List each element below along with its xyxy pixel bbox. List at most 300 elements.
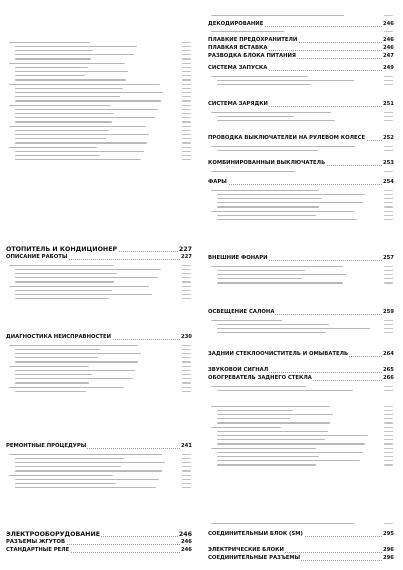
illegible-text-line [217,390,353,391]
illegible-page-number [384,80,393,81]
illegible-text-line [217,270,305,271]
toc-entry[interactable] [208,45,394,53]
illegible-text-line [9,345,138,346]
toc-entry-title: ОТОПИТЕЛЬ И КОНДИЦИОНЕР [6,246,118,253]
illegible-text-line [15,54,134,55]
illegible-text-line [9,105,111,106]
illegible-page-number [182,378,191,379]
illegible-text-line [15,109,158,110]
illegible-text-line [15,130,109,131]
illegible-page-number [182,84,191,85]
illegible-text-line [15,134,149,135]
illegible-text-line [15,487,156,488]
illegible-page-number [384,266,393,267]
illegible-page-number [182,46,191,47]
toc-entry-title: ОПИСАНИЕ РАБОТЫ [6,254,68,260]
toc-entry[interactable] [208,21,394,29]
illegible-text-line [217,456,319,457]
illegible-page-number [182,75,191,76]
illegible-text-line [15,75,85,76]
illegible-text-line [15,290,112,291]
toc-entry-page: 246 [180,547,192,553]
toc-entry-page: 253 [382,160,394,166]
toc-entry[interactable] [208,351,394,359]
illegible-page-number [384,332,393,333]
illegible-text-line [15,92,163,93]
illegible-page-number [384,112,393,113]
toc-entry-page: 266 [382,375,394,381]
illegible-page-number [182,269,191,270]
illegible-page-number [384,464,393,465]
illegible-page-number [384,460,393,461]
illegible-page-number [182,281,191,282]
illegible-text-line [15,100,161,101]
toc-entry-title: СОЕДИНИТЕЛЬНЫЕ РАЗЪЕМЫ [208,555,301,561]
illegible-page-number [384,320,393,321]
illegible-page-number [182,96,191,97]
toc-entry[interactable] [6,443,192,451]
illegible-page-number [384,146,393,147]
toc-entry-page: 254 [382,179,394,185]
illegible-text-line [9,265,114,266]
toc-subentries-illegible [208,144,394,155]
toc-entry-title: СТАНДАРТНЫЕ РЕЛЕ [6,547,70,553]
illegible-text-line [217,194,365,195]
illegible-page-number [384,410,393,411]
illegible-text-line [15,370,135,371]
illegible-page-number [384,452,393,453]
illegible-page-number [384,198,393,199]
toc-entry-page: 252 [382,135,394,141]
illegible-text-line [211,171,295,172]
illegible-page-number [384,386,393,387]
toc-subentries-illegible [208,13,394,20]
illegible-text-line [217,328,370,329]
illegible-page-number [384,448,393,449]
toc-entry[interactable] [208,375,394,383]
illegible-text-line [15,88,123,89]
illegible-text-line [211,523,354,524]
illegible-text-line [15,273,117,274]
illegible-text-line [217,274,346,275]
illegible-page-number [384,206,393,207]
toc-entry-title: КОМБИНИРОВАННЫЙ ВЫКЛЮЧАТЕЛЬ [208,160,326,166]
illegible-page-number [384,390,393,391]
illegible-page-number [384,414,393,415]
illegible-text-line [211,448,316,449]
illegible-text-line [217,452,363,453]
toc-subentries-illegible [208,404,394,469]
toc-entry[interactable] [6,539,192,547]
illegible-text-line [211,31,284,32]
toc-entry[interactable] [208,179,394,187]
toc-subentries-illegible [6,343,192,396]
illegible-page-number [384,422,393,423]
toc-entry-page: 246 [178,531,192,538]
illegible-text-line [15,50,93,51]
illegible-text-line [217,443,365,444]
illegible-page-number [182,142,191,143]
illegible-text-line [217,324,329,325]
toc-entry[interactable] [208,135,394,143]
illegible-text-line [15,382,89,383]
illegible-page-number [182,382,191,383]
illegible-text-line [217,150,318,151]
toc-entry[interactable] [208,101,394,109]
illegible-page-number [182,294,191,295]
illegible-text-line [9,454,162,455]
illegible-text-line [15,378,133,379]
illegible-text-line [15,269,161,270]
illegible-page-number [182,475,191,476]
illegible-page-number [182,58,191,59]
toc-entry-title: РЕМОНТНЫЕ ПРОЦЕДУРЫ [6,443,87,449]
illegible-page-number [384,219,393,220]
illegible-page-number [182,88,191,89]
toc-entry-page: 227 [178,246,192,253]
illegible-text-line [15,357,98,358]
illegible-page-number [384,215,393,216]
illegible-page-number [182,54,191,55]
illegible-text-line [217,198,322,199]
illegible-page-number [182,50,191,51]
toc-entry[interactable] [208,547,394,555]
illegible-page-number [384,523,393,524]
illegible-page-number [182,349,191,350]
illegible-text-line [211,320,282,321]
toc-entry-title: ПЛАВКИЕ ПРЕДОХРАНИТЕЛИ [208,37,298,43]
toc-entry-title: ЗВУКОВОЙ СИГНАЛ [208,367,269,373]
toc-subentries-illegible [6,263,192,303]
illegible-text-line [211,266,343,267]
toc-entry[interactable] [6,334,192,342]
illegible-text-line [15,159,141,160]
illegible-page-number [384,435,393,436]
illegible-text-line [217,116,294,117]
toc-entry-title: ОСВЕЩЕНИЕ САЛОНА [208,309,275,315]
toc-entry-title: ПЛАВКАЯ ВСТАВКА [208,45,268,51]
toc-entry-page: 265 [382,367,394,373]
illegible-text-line [9,366,89,367]
illegible-text-line [217,464,316,465]
illegible-page-number [384,328,393,329]
toc-subentries-illegible [208,188,394,224]
toc-entry-page: 230 [180,334,192,340]
illegible-text-line [211,406,330,407]
illegible-text-line [217,332,326,333]
illegible-text-line [211,190,319,191]
toc-entry-title: ПРОВОДКА ВЫКЛЮЧАТЕЛЕЙ НА РУЛЕВОМ КОЛЕСЕ [208,135,366,141]
illegible-page-number [384,270,393,271]
illegible-text-line [15,113,114,114]
illegible-page-number [182,134,191,135]
toc-entry[interactable] [208,309,394,317]
illegible-text-line [15,462,165,463]
toc-entry[interactable] [208,160,394,168]
illegible-page-number [182,466,191,467]
toc-entry[interactable] [6,246,192,254]
illegible-page-number [182,138,191,139]
illegible-page-number [384,274,393,275]
illegible-page-number [384,456,393,457]
illegible-text-line [217,439,325,440]
toc-subentries-illegible [208,521,394,528]
illegible-page-number [384,171,393,172]
illegible-text-line [217,206,319,207]
illegible-text-line [9,286,149,287]
toc-entry-title: ВНЕШНИЕ ФОНАРИ [208,255,268,261]
toc-entry[interactable] [208,531,394,539]
illegible-page-number [182,265,191,266]
illegible-page-number [182,370,191,371]
toc-entry-page: 251 [382,101,394,107]
illegible-text-line [15,458,124,459]
illegible-text-line [211,15,344,16]
illegible-text-line [15,67,88,68]
illegible-page-number [182,298,191,299]
toc-entry-title: РАЗВОДКА БЛОКА ПИТАНИЯ [208,53,297,59]
toc-entry-title: СОЕДИНИТЕЛЬНЫЙ БЛОК (SM) [208,531,303,537]
illegible-page-number [182,67,191,68]
illegible-page-number [384,406,393,407]
illegible-text-line [211,76,308,77]
illegible-page-number [182,147,191,148]
illegible-page-number [182,374,191,375]
illegible-page-number [182,391,191,392]
illegible-text-line [9,42,90,43]
illegible-page-number [384,278,393,279]
illegible-page-number [182,100,191,101]
illegible-page-number [182,105,191,106]
illegible-text-line [15,281,114,282]
toc-entry-title: ЗАДНИЙ СТЕКЛООЧИСТИТЕЛЬ И ОМЫВАТЕЛЬ [208,351,349,357]
illegible-page-number [182,361,191,362]
illegible-page-number [182,121,191,122]
toc-page [6,9,398,561]
illegible-page-number [182,458,191,459]
toc-entry-title: СИСТЕМА ЗАРЯДКИ [208,101,268,107]
toc-entry-title: ЭЛЕКТРООБОРУДОВАНИЕ [6,531,101,538]
illegible-text-line [15,483,116,484]
toc-subentries-illegible [208,74,394,89]
toc-entry[interactable] [208,555,394,563]
illegible-page-number [182,71,191,72]
illegible-text-line [15,117,155,118]
illegible-text-line [211,427,281,428]
illegible-page-number [182,155,191,156]
illegible-page-number [182,117,191,118]
toc-entry[interactable] [6,531,192,539]
toc-entry-title: ДЕКОДИРОВАНИЕ [208,21,264,27]
illegible-text-line [217,422,330,423]
toc-entry-page: 227 [180,254,192,260]
illegible-text-line [15,46,137,47]
toc-subentries-illegible [6,40,192,164]
illegible-page-number [182,126,191,127]
illegible-page-number [384,202,393,203]
illegible-text-line [9,126,146,127]
illegible-page-number [384,31,393,32]
illegible-page-number [182,42,191,43]
illegible-text-line [211,112,331,113]
illegible-page-number [182,366,191,367]
illegible-text-line [15,121,112,122]
dot-leader [208,184,394,185]
illegible-text-line [211,146,355,147]
toc-entry-title: СИСТЕМА ЗАПУСКА [208,65,268,71]
illegible-page-number [182,273,191,274]
illegible-page-number [182,462,191,463]
illegible-text-line [15,142,147,143]
illegible-page-number [182,479,191,480]
toc-entry[interactable] [6,254,192,262]
illegible-page-number [182,487,191,488]
toc-entry-page: 246 [180,539,192,545]
toc-subentries-illegible [208,384,394,395]
illegible-text-line [211,386,306,387]
illegible-text-line [217,202,363,203]
toc-entry-page: 295 [382,531,394,537]
illegible-page-number [384,211,393,212]
illegible-page-number [182,483,191,484]
illegible-text-line [15,138,106,139]
illegible-page-number [384,324,393,325]
illegible-text-line [15,391,86,392]
illegible-text-line [15,466,121,467]
illegible-text-line [217,460,360,461]
illegible-page-number [384,282,393,283]
illegible-text-line [217,431,328,432]
illegible-text-line [15,470,162,471]
illegible-text-line [217,414,333,415]
illegible-page-number [384,443,393,444]
illegible-page-number [182,130,191,131]
toc-subentries-illegible [208,110,394,125]
illegible-page-number [182,454,191,455]
illegible-text-line [217,120,335,121]
illegible-page-number [384,190,393,191]
toc-subentries-illegible [208,264,394,287]
illegible-text-line [217,84,311,85]
illegible-text-line [9,475,113,476]
illegible-page-number [182,286,191,287]
illegible-page-number [384,15,393,16]
illegible-text-line [15,71,128,72]
illegible-text-line [15,151,144,152]
illegible-text-line [217,435,368,436]
illegible-page-number [182,353,191,354]
toc-entry-page: 247 [382,53,394,59]
toc-entry-title: ОБОГРЕВАТЕЛЬ ЗАДНЕГО СТЕКЛА [208,375,312,381]
illegible-page-number [182,151,191,152]
illegible-page-number [384,116,393,117]
illegible-page-number [182,277,191,278]
illegible-page-number [182,345,191,346]
toc-entry-page: 246 [382,45,394,51]
illegible-text-line [217,219,357,220]
illegible-text-line [15,298,109,299]
toc-entry[interactable] [208,65,394,73]
illegible-text-line [217,410,293,411]
illegible-page-number [182,159,191,160]
illegible-page-number [384,76,393,77]
illegible-text-line [15,79,126,80]
illegible-page-number [182,290,191,291]
illegible-page-number [182,79,191,80]
toc-entry-title: РАЗЪЕМЫ ЖГУТОВ [6,539,66,545]
toc-entry[interactable] [208,53,394,61]
illegible-text-line [9,84,160,85]
illegible-page-number [182,109,191,110]
toc-subentries-illegible [208,169,394,176]
toc-entry-page: 241 [180,443,192,449]
illegible-text-line [15,361,138,362]
illegible-text-line [15,349,100,350]
toc-entry-page: 259 [382,309,394,315]
illegible-text-line [15,58,91,59]
illegible-page-number [384,84,393,85]
toc-entry-title: ЭЛЕКТРИЧЕСКИЕ БЛОКИ [208,547,284,553]
illegible-text-line [217,282,343,283]
toc-entry-title: ДИАГНОСТИКА НЕИСПРАВНОСТЕЙ [6,334,112,340]
toc-entry[interactable] [208,367,394,375]
illegible-text-line [217,215,316,216]
illegible-page-number [182,357,191,358]
illegible-page-number [182,387,191,388]
toc-entry-page: 264 [382,351,394,357]
toc-subentries-illegible [6,452,192,492]
illegible-text-line [211,211,354,212]
toc-entry-page: 257 [382,255,394,261]
illegible-text-line [217,80,354,81]
illegible-text-line [15,353,141,354]
toc-entry-title: ФАРЫ [208,179,227,185]
toc-entry[interactable] [208,255,394,263]
illegible-page-number [384,427,393,428]
illegible-text-line [15,96,120,97]
illegible-text-line [15,155,100,156]
toc-subentries-illegible [208,318,394,337]
illegible-text-line [9,147,97,148]
illegible-page-number [384,120,393,121]
illegible-text-line [15,479,159,480]
toc-entry-page: 296 [382,547,394,553]
illegible-text-line [9,387,124,388]
illegible-page-number [384,431,393,432]
toc-entry-page: 296 [382,555,394,561]
toc-entry[interactable] [208,37,394,45]
toc-entry-page: 246 [382,37,394,43]
illegible-page-number [384,150,393,151]
illegible-text-line [15,374,92,375]
toc-entry-page: 249 [382,65,394,71]
illegible-text-line [9,63,125,64]
illegible-page-number [384,194,393,195]
toc-entry[interactable] [6,547,192,555]
illegible-page-number [182,113,191,114]
illegible-page-number [182,470,191,471]
toc-entry-page: 246 [382,21,394,27]
toc-subentries-illegible [208,29,394,36]
illegible-text-line [15,277,158,278]
illegible-text-line [217,278,302,279]
illegible-text-line [15,294,152,295]
illegible-page-number [182,63,191,64]
illegible-page-number [182,92,191,93]
illegible-text-line [217,418,290,419]
illegible-page-number [384,418,393,419]
illegible-page-number [384,439,393,440]
